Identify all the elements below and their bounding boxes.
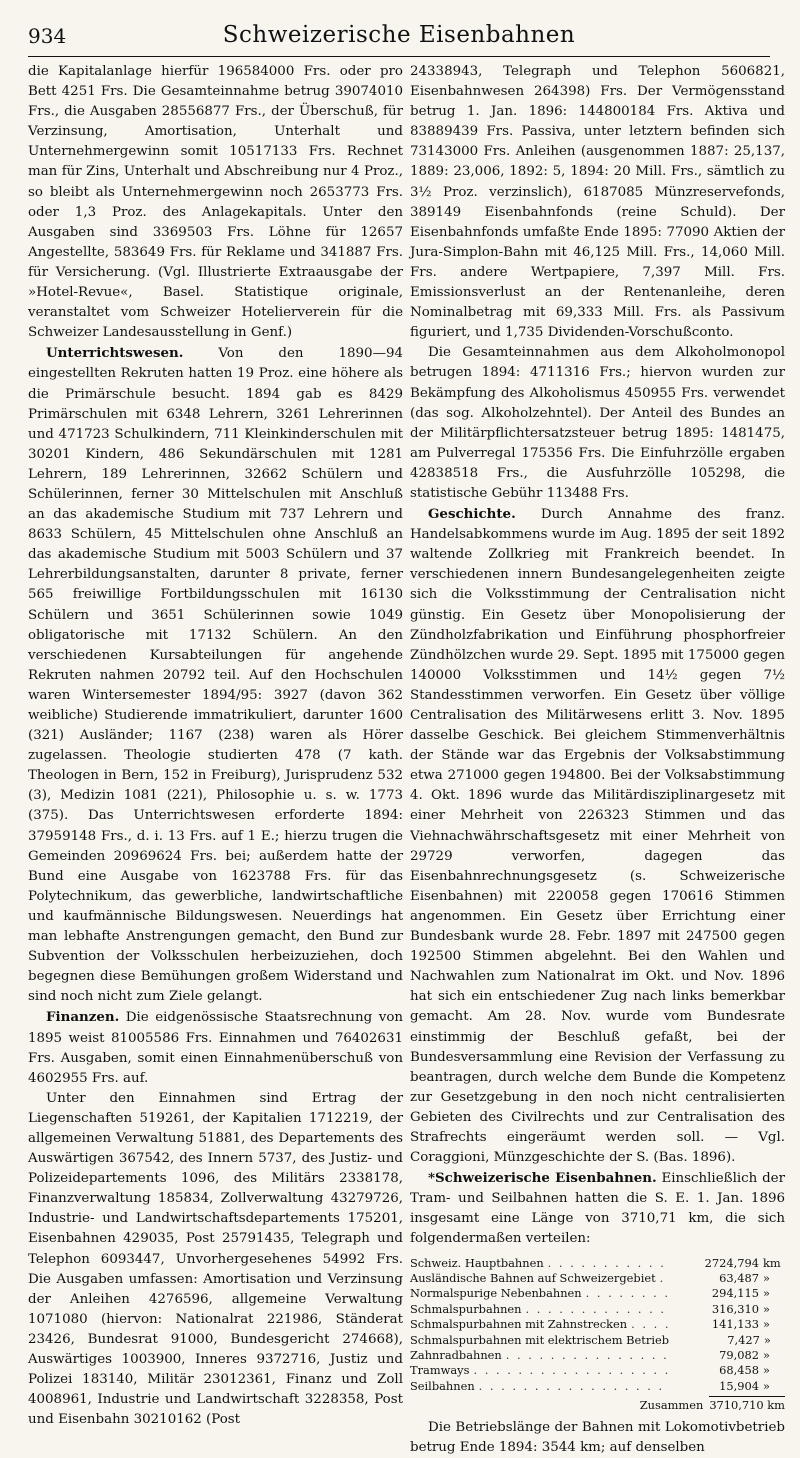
table-row bbox=[410, 1333, 785, 1348]
row-label: Tramways bbox=[410, 1363, 470, 1378]
revenue-paragraph: Unter den Einnahmen sind Ertrag der Liegenschaften 519261, der Kapitalien 1712219, der allgemeinen Verwaltung 51881, des Departements des Auswärtigen 367542, des Innern 5737, des Justiz- und Polizeidepartements 1096, des Militärs 2338178, Finanzverwaltung 185834, Zollverwaltung 43279726, Industrie- und Landwirtschaftsdepartements 175201, Eisenbahnen 429035, Post 25791435, Telegraph und Telephon 6093447, Unvorhergesehenes 54992 Frs. Die Ausgaben umfassen: Amortisation und Verzinsung der Anleihen 4276596, allgemeine Verwaltung 1071080 (hiervon: Nationalrat 221986, Ständerat 23426, Bundesrat 91000, Bundesgericht 274668), Auswärtiges 1003900, Inneres 9372716, Justiz und Polizei 183140, Militär 23012361, Finanz und Zoll 4008961, Industrie und Landwirtschaft 3228358, Post und Eisenbahn 30210162 (Post bbox=[28, 1090, 403, 1428]
railways-paragraph bbox=[410, 1168, 785, 1249]
row-value: 63,487 bbox=[719, 1270, 759, 1285]
railway-length-table bbox=[410, 1256, 785, 1414]
row-value: 7,427 bbox=[727, 1332, 760, 1347]
row-unit: » bbox=[763, 1378, 770, 1393]
row-label: Schweiz. Hauptbahnen bbox=[410, 1255, 544, 1270]
paragraph-text: Die eidgenössische Staatsrechnung von 1895 weist 81005586 Frs. Einnahmen und 76402631 Frs. Ausgaben, somit einen Einnahmenüberschuß von 4602955 Frs. auf. bbox=[28, 1010, 403, 1086]
row-unit: » bbox=[763, 1286, 770, 1301]
table-row bbox=[410, 1363, 785, 1378]
right-column bbox=[410, 62, 785, 1458]
row-label: Normalspurige Nebenbahnen bbox=[410, 1286, 582, 1301]
section-keyword: Geschichte. bbox=[428, 506, 516, 523]
page-number: 934 bbox=[28, 24, 67, 48]
table-row bbox=[410, 1256, 785, 1271]
row-label: Seilbahnen bbox=[410, 1378, 475, 1393]
row-value: 68,458 bbox=[719, 1363, 759, 1378]
row-unit: » bbox=[763, 1317, 770, 1332]
row-unit: » bbox=[763, 1363, 770, 1378]
row-value: 294,115 bbox=[711, 1286, 759, 1301]
row-unit: » bbox=[763, 1270, 770, 1285]
table-row bbox=[410, 1286, 785, 1301]
table-row bbox=[410, 1302, 785, 1317]
paragraph-text: Von den 1890—94 eingestellten Rekruten hatten 19 Proz. eine höhere als die Primärschule besucht. 1894 gab es 8429 Primärschulen mit 6348 Lehrern, 3261 Lehrerinnen und 471723 Schulkindern, 711 Kleinkinderschulen mit 30201 Kindern, 486 Sekundärschulen mit 1281 Lehrern, 189 Lehrerinnen, 32662 Schülern und Schülerinnen, ferner 30 Mittelschulen mit Anschluß an das akademische Studium mit 737 Lehrern und 8633 Schülern, 45 Mittelschulen ohne Anschluß an das akademische Studium mit 5003 Schülern und 37 Lehrerbildungsanstalten, darunter 8 private, ferner 565 freiwillige Fortbildungsschulen mit 16130 Schülern und 3651 Schülerinnen sowie 1049 obligatorische mit 17132 Schülern. An den verschiedenen Kursabteilungen für angehende Rekruten nahmen 20792 teil. Auf den Hochschulen waren Wintersemester 1894/95: 3927 (davon 362 weibliche) Studierende immatrikuliert, darunter 1600 (321) Ausländer; 1167 (238) waren als Hörer zugelassen. Theologie studierten 478 (7 kath. Theologen in Bern, 152 in Freiburg), Jurisprudenz 532 (3), Medizin 1081 (221), Philosophie u. s. w. 1773 (375). Das Unterrichtswesen erforderte 1894: 37959148 Frs., d. i. 13 Frs. auf 1 E.; hierzu trugen die Gemeinden 20969624 Frs. bei; außerdem hatte der Bund eine Ausgabe von 1623788 Frs. für das Polytechnikum, das gewerbliche, landwirtschaftliche und kaufmännische Bildungswesen. Neuerdings hat man lebhafte Anstrengungen gemacht, den Bund zur Subvention der Volksschulen herbeizuziehen, doch begegnen diese Bemühungen großem Widerstand und sind noch nicht zum Ziele gelangt. bbox=[28, 346, 403, 1005]
page-header bbox=[28, 20, 770, 57]
finance-paragraph bbox=[28, 1007, 403, 1088]
row-value: 15,904 bbox=[719, 1378, 759, 1393]
row-label: Ausländische Bahnen auf Schweizergebiet bbox=[410, 1270, 656, 1285]
row-unit: km bbox=[763, 1255, 781, 1270]
row-label: Schmalspurbahnen bbox=[410, 1301, 522, 1316]
section-keyword: Finanzen. bbox=[46, 1009, 120, 1026]
paragraph-text: Einschließlich der Tram- und Seilbahnen hatten die S. E. 1. Jan. 1896 insgesamt eine Länge von 3710,71 km, die sich folgendermaßen verteilen: bbox=[410, 1171, 785, 1247]
running-head: Schweizerische Eisenbahnen bbox=[222, 22, 576, 48]
table-row bbox=[410, 1348, 785, 1363]
operating-length-paragraph: Die Betriebslänge der Bahnen mit Lokomotivbetrieb betrug Ende 1894: 3544 km; auf denselben bbox=[410, 1419, 785, 1455]
entry-headword: *Schweizerische Eisenbahnen. bbox=[428, 1170, 657, 1187]
table-row bbox=[410, 1317, 785, 1332]
table-total bbox=[410, 1396, 785, 1413]
row-label: Schmalspurbahnen mit Zahnstrecken bbox=[410, 1317, 628, 1332]
row-unit: » bbox=[763, 1332, 771, 1347]
total-label: Zusammen bbox=[639, 1398, 704, 1413]
left-column bbox=[28, 62, 403, 1430]
alcohol-paragraph: Die Gesamteinnahmen aus dem Alkoholmonopol betrugen 1894: 4711316 Frs.; hiervon wurden zur Bekämpfung des Alkoholismus 450955 Frs. verwendet (das sog. Alkoholzehntel). Der Anteil des Bundes an der Militärpflichtersatzsteuer betrug 1895: 1481475, am Pulverregal 175356 Frs. Die Einfuhrzölle ergaben 42838518 Frs., die Ausfuhrzölle 105298, die statistische Gebühr 113488 Frs. bbox=[410, 345, 785, 501]
education-paragraph bbox=[28, 343, 403, 1007]
paragraph-text: Durch Annahme des franz. Handelsabkommens wurde im Aug. 1895 der seit 1892 waltende Zollkrieg mit Frankreich beendet. In verschiedenen innern Bundesangelegenheiten zeigte sich die Volksstimmung der Centralisation nicht günstig. Ein Gesetz über Monopolisierung der Zündholzfabrikation und Einführung phosphorfreier Zündhölzchen wurde 29. Sept. 1895 mit 175000 gegen 140000 Volksstimmen und 14½ gegen 7½ Standesstimmen verworfen. Ein Gesetz über völlige Centralisation des Militärwesens erlitt 3. Nov. 1895 dasselbe Geschick. Bei gleichem Stimmenverhältnis der Stände war das Ergebnis der Volksabstimmung etwa 271000 gegen 194800. Bei der Volksabstimmung 4. Okt. 1896 wurde das Militärdisziplinargesetz mit einer Mehrheit von 226323 Stimmen und das Viehnachwährschaftsgesetz mit einer Mehrheit von 29729 verworfen, dagegen das Eisenbahnrechnungsgesetz (s. Schweizerische Eisenbahnen) mit 220058 gegen 170616 Stimmen angenommen. Ein Gesetz über Errichtung einer Bundesbank wurde 28. Febr. 1897 mit 247500 gegen 192500 Stimmen abgelehnt. Bei den Wahlen und Nachwahlen zum Nationalrat im Okt. und Nov. 1896 hat sich ein entschiedener Zug nach links bemerkbar gemacht. Am 28. Nov. wurde vom Bundesrate einstimmig der Beschluß gefaßt, bei der Bundesversammlung eine Revision der Verfassung zu beantragen, durch welche dem Bunde die Kompetenz zur Gesetzgebung in den noch nicht centralisierten Gebieten des Civilrechts und zur Centralisation des Strafrechts eingeräumt werden soll. — Vgl. Coraggioni, Münzgeschichte der S. (Bas. 1896). bbox=[410, 507, 785, 1166]
row-unit: » bbox=[763, 1347, 770, 1362]
table-row bbox=[410, 1271, 785, 1286]
row-value: 79,082 bbox=[719, 1347, 759, 1362]
row-label: Schmalspurbahnen mit elektrischem Betrieb bbox=[410, 1332, 669, 1347]
section-keyword: Unterrichtswesen. bbox=[46, 345, 184, 362]
total-value: 3710,710 km bbox=[709, 1398, 785, 1413]
row-value: 141,133 bbox=[711, 1317, 759, 1332]
row-value: 316,310 bbox=[711, 1301, 759, 1316]
row-value: 2724,794 bbox=[704, 1255, 759, 1270]
row-label: Zahnradbahnen bbox=[410, 1347, 502, 1362]
assets-paragraph: 24338943, Telegraph und Telephon 5606821, Eisenbahnwesen 264398) Frs. Der Vermögensstand betrug 1. Jan. 1896: 144800184 Frs. Aktiva und 83889439 Frs. Passiva, unter letztern befinden sich 73143000 Frs. Anleihen (ausgenommen 1887: 25,137, 1889: 23,006, 1892: 5, 1894: 20 Mill. Frs., sämtlich zu 3½ Proz. verzinslich), 6187085 Münzreservefonds, 389149 Eisenbahnfonds (reine Schuld). Der Eisenbahnfonds umfaßte Ende 1895: 77090 Aktien der Jura-Simplon-Bahn mit 46,125 Mill. Frs., 14,060 Mill. Frs. andere Wertpapiere, 7,397 Mill. Frs. Emissionsverlust an der Rentenanleihe, deren Nominalbetrag mit 69,333 Mill. Frs. als Passivum figuriert, und 1,735 Dividenden-Vorschußconto. bbox=[410, 64, 785, 341]
row-unit: » bbox=[763, 1301, 770, 1316]
history-paragraph bbox=[410, 504, 785, 1168]
hotel-paragraph: die Kapitalanlage hierfür 196584000 Frs. oder pro Bett 4251 Frs. Die Gesamteinnahme betrug 39074010 Frs., die Ausgaben 28556877 Frs., der Überschuß, für Verzinsung, Amortisation, Unterhalt und Unternehmergewinn somit 10517133 Frs. Rechnet man für Zins, Unterhalt und Abschreibung nur 4 Proz., so bleibt als Unternehmergewinn noch 2653773 Frs. oder 1,3 Proz. des Anlagekapitals. Unter den Ausgaben sind 3369503 Frs. Löhne für 12657 Angestellte, 583649 Frs. für Reklame und 341887 Frs. für Versicherung. (Vgl. Illustrierte Extraausgabe der »Hotel-Revue«, Basel. Statistique originale, veranstaltet vom Schweizer Hotelierverein für die Schweizer Landesausstellung in Genf.) bbox=[28, 64, 403, 341]
table-row bbox=[410, 1379, 785, 1394]
